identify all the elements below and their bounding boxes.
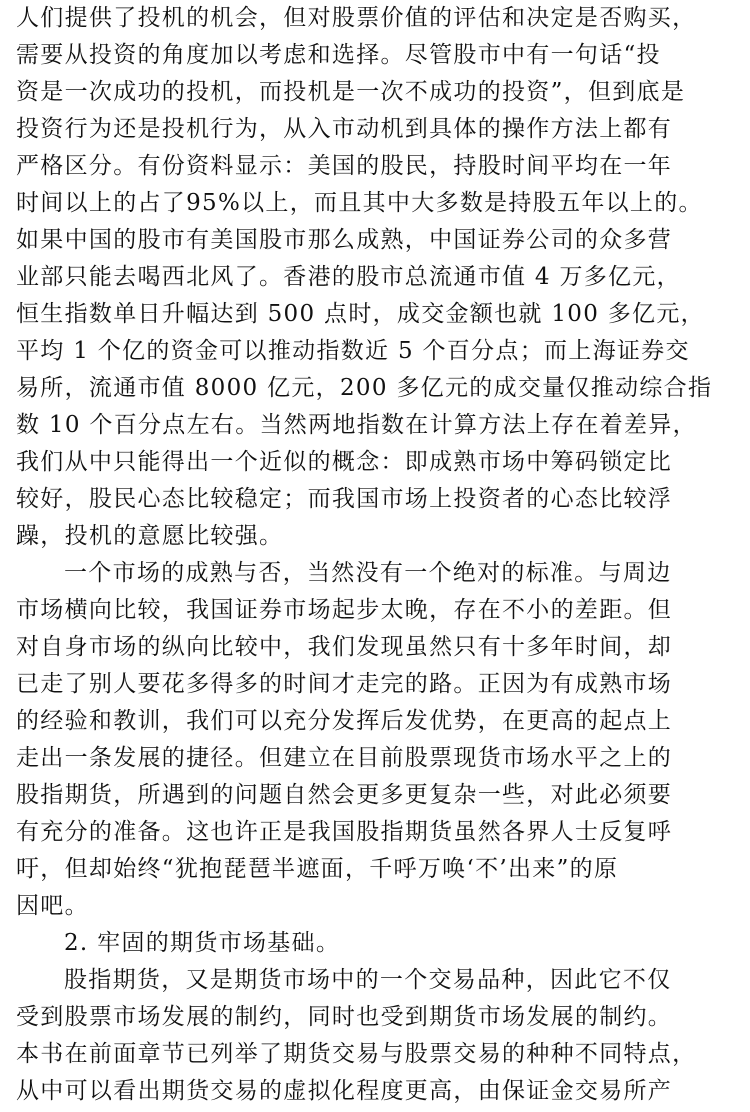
text-line: 躁，投机的意愿比较强。 — [16, 523, 284, 549]
text-line: 易所，流通市值 8000 亿元，200 多亿元的成交量仅推动综合指 — [16, 375, 713, 401]
text-line: 时间以上的占了95%以上，而且其中大多数是持股五年以上的。 — [16, 190, 703, 216]
text-line: 人们提供了投机的机会，但对股票价值的评估和决定是否购买， — [16, 5, 697, 31]
text-line: 数 10 个百分点左右。当然两地指数在计算方法上存在着差异， — [16, 412, 697, 438]
text-line: 需要从投资的角度加以考虑和选择。尽管股市中有一句话“投 — [16, 42, 661, 68]
text-line: 平均 1 个亿的资金可以推动指数近 5 个百分点；而上海证券交 — [16, 338, 690, 364]
text-line: 恒生指数单日升幅达到 500 点时，成交金额也就 100 多亿元， — [16, 301, 705, 327]
section-heading: 2. 牢固的期货市场基础。 — [64, 930, 341, 956]
text-line: 我们从中只能得出一个近似的概念：即成熟市场中筹码锁定比 — [16, 449, 673, 475]
text-line: 较好，股民心态比较稳定；而我国市场上投资者的心态比较浮 — [16, 486, 673, 512]
text-line: 的经验和教训，我们可以充分发挥后发优势，在更高的起点上 — [16, 708, 673, 734]
text-line: 已走了别人要花多得多的时间才走完的路。正因为有成熟市场 — [16, 671, 673, 697]
text-line: 吁，但却始终“犹抱琵琶半遮面，千呼万唤‘不’出来”的原 — [16, 856, 619, 882]
text-line: 对自身市场的纵向比较中，我们发现虽然只有十多年时间，却 — [16, 634, 673, 660]
text-line: 股指期货，所遇到的问题自然会更多更复杂一些，对此必须要 — [16, 782, 673, 808]
text-line: 本书在前面章节已列举了期货交易与股票交易的种种不同特点， — [16, 1041, 697, 1067]
text-line: 受到股票市场发展的制约，同时也受到期货市场发展的制约。 — [16, 1004, 673, 1030]
text-line: 因吧。 — [16, 893, 89, 919]
text-line: 市场横向比较，我国证券市场起步太晚，存在不小的差距。但 — [16, 597, 673, 623]
document-page — [16, 0, 734, 1112]
text-line: 走出一条发展的捷径。但建立在目前股票现货市场水平之上的 — [16, 745, 673, 771]
paragraph-start-line: 一个市场的成熟与否，当然没有一个绝对的标准。与周边 — [64, 560, 672, 586]
text-line: 业部只能去喝西北风了。香港的股市总流通市值 4 万多亿元， — [16, 264, 681, 290]
text-line: 有充分的准备。这也许正是我国股指期货虽然各界人士反复呼 — [16, 819, 673, 845]
text-line: 如果中国的股市有美国股市那么成熟，中国证券公司的众多营 — [16, 227, 673, 253]
text-line: 资是一次成功的投机，而投机是一次不成功的投资”，但到底是 — [16, 79, 686, 105]
text-line: 严格区分。有份资料显示：美国的股民，持股时间平均在一年 — [16, 153, 673, 179]
paragraph-start-line: 股指期货，又是期货市场中的一个交易品种，因此它不仅 — [64, 967, 672, 993]
text-line: 从中可以看出期货交易的虚拟化程度更高，由保证金交易所产 — [16, 1078, 673, 1104]
text-line: 投资行为还是投机行为，从入市动机到具体的操作方法上都有 — [16, 116, 673, 142]
